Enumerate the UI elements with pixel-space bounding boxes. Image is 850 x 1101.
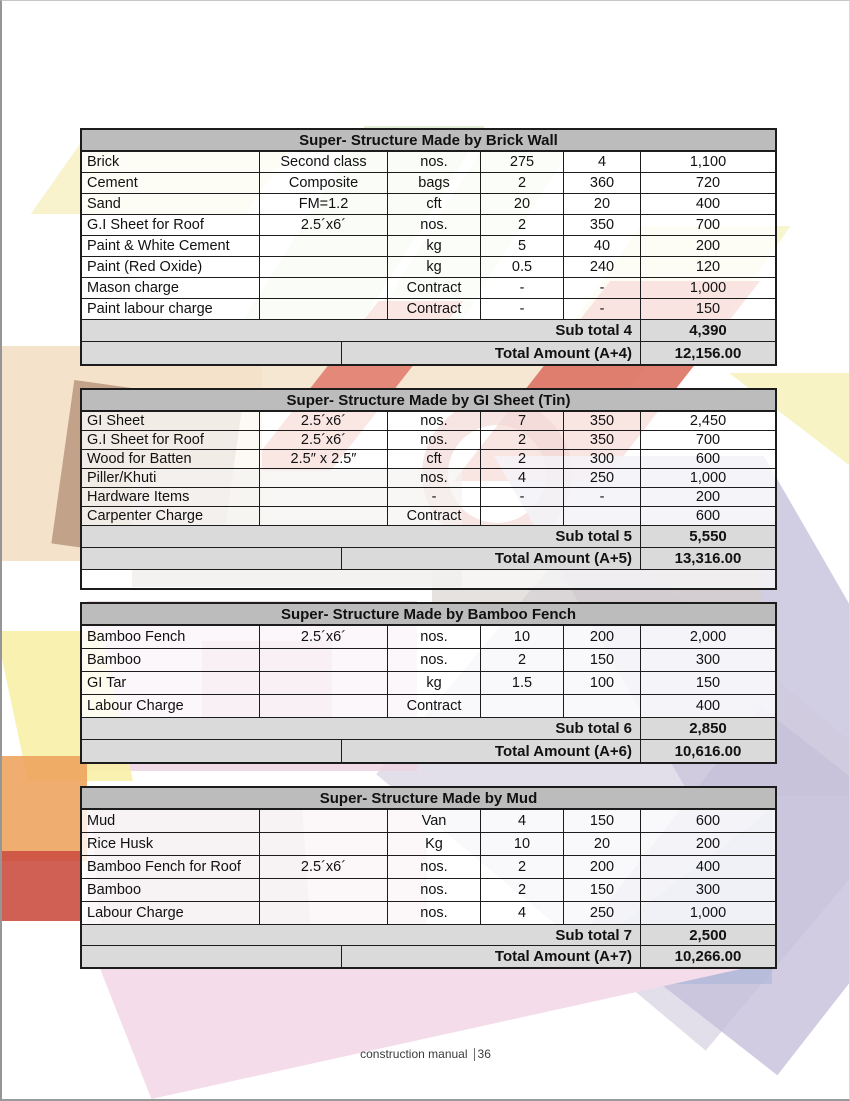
cell-item: Hardware Items [82,488,260,506]
cell-qty: 20 [481,194,564,214]
cell-unit: Contract [388,695,481,717]
cell-spec [260,695,388,717]
table-row [82,278,775,299]
total-label: Total Amount (A+5) [342,548,641,569]
cell-unit: cft [388,450,481,468]
total-row [82,740,775,762]
table-row [82,450,775,469]
cell-amount: 200 [641,488,775,506]
cell-amount: 400 [641,695,775,717]
cell-unit: Van [388,810,481,832]
background-shape [97,961,777,1099]
table-title: Super- Structure Made by GI Sheet (Tin) [82,390,775,412]
cell-spec: 2.5´x6´ [260,431,388,449]
cell-spec [260,469,388,487]
subtotal-label: Sub total 6 [82,718,641,739]
table-row [82,236,775,257]
total-row [82,946,775,967]
cell-amount: 700 [641,215,775,235]
table-title: Super- Structure Made by Brick Wall [82,130,775,152]
table-row [82,695,775,718]
cell-rate: 20 [564,833,641,855]
cell-amount: 300 [641,879,775,901]
cell-qty [481,695,564,717]
cell-spec [260,902,388,924]
cell-item: Mason charge [82,278,260,298]
cell-amount: 2,000 [641,626,775,648]
subtotal-label: Sub total 5 [82,526,641,547]
cell-amount: 600 [641,810,775,832]
page-number: 36 [477,1047,491,1061]
table-row [82,412,775,431]
cell-qty: 5 [481,236,564,256]
cell-item: Labour Charge [82,695,260,717]
cell-rate: 360 [564,173,641,193]
cell-item: Brick [82,152,260,172]
cell-item: GI Tar [82,672,260,694]
total-label: Total Amount (A+4) [342,342,641,364]
cell-amount: 1,000 [641,902,775,924]
cell-item: Bamboo Fench [82,626,260,648]
cell-spec: Second class [260,152,388,172]
cell-item: Paint & White Cement [82,236,260,256]
cell-unit: cft [388,194,481,214]
total-value: 10,266.00 [641,946,775,967]
total-label: Total Amount (A+6) [342,740,641,762]
cell-rate: 100 [564,672,641,694]
cell-spec: Composite [260,173,388,193]
cell-unit: nos. [388,879,481,901]
table-row [82,649,775,672]
cell-rate: 350 [564,431,641,449]
total-row [82,548,775,570]
cell-rate: 250 [564,902,641,924]
table-row [82,469,775,488]
cell-spec: 2.5´x6´ [260,215,388,235]
subtotal-value: 2,850 [641,718,775,739]
cell-rate: - [564,278,641,298]
cell-qty: 7 [481,412,564,430]
cell-amount: 1,100 [641,152,775,172]
cell-amount: 600 [641,507,775,525]
cell-qty: 2 [481,450,564,468]
cell-spec [260,236,388,256]
subtotal-row [82,925,775,946]
footer-label: construction manual [360,1047,468,1061]
total-row [82,342,775,364]
cell-amount: 700 [641,431,775,449]
cell-spec [260,649,388,671]
cell-unit: Contract [388,278,481,298]
table-title: Super- Structure Made by Bamboo Fench [82,604,775,626]
table-row [82,902,775,925]
table-row [82,507,775,526]
table-row [82,431,775,450]
cell-amount: 120 [641,257,775,277]
table-title: Super- Structure Made by Mud [82,788,775,810]
total-blank-cell [82,946,342,967]
table-row [82,215,775,236]
cell-item: Mud [82,810,260,832]
cell-spec [260,879,388,901]
cell-item: G.I Sheet for Roof [82,215,260,235]
cell-spec [260,488,388,506]
cell-unit: nos. [388,626,481,648]
cost-table-gi-sheet-tin [80,388,777,590]
subtotal-label: Sub total 7 [82,925,641,945]
cell-unit: Kg [388,833,481,855]
cell-unit: Contract [388,507,481,525]
cell-item: Cement [82,173,260,193]
table-row [82,856,775,879]
cell-amount: 150 [641,299,775,319]
table-row [82,833,775,856]
cell-item: Paint (Red Oxide) [82,257,260,277]
total-blank-cell [82,548,342,569]
cell-qty: - [481,488,564,506]
table-row [82,672,775,695]
cell-rate: 250 [564,469,641,487]
cell-qty: 2 [481,856,564,878]
cell-unit: nos. [388,902,481,924]
subtotal-row [82,526,775,548]
cell-qty: 2 [481,431,564,449]
cell-rate: 350 [564,412,641,430]
cell-spec: 2.5´x6´ [260,412,388,430]
cell-item: Bamboo [82,879,260,901]
table-row [82,299,775,320]
cell-unit: nos. [388,649,481,671]
background-shape [2,756,87,861]
cell-spec [260,278,388,298]
total-value: 10,616.00 [641,740,775,762]
cell-rate: 150 [564,649,641,671]
cell-spec: 2.5´x6´ [260,626,388,648]
cell-amount: 1,000 [641,278,775,298]
cell-qty: 10 [481,626,564,648]
cell-unit: nos. [388,152,481,172]
subtotal-value: 4,390 [641,320,775,341]
cell-qty: 275 [481,152,564,172]
cell-unit: bags [388,173,481,193]
cell-amount: 400 [641,856,775,878]
cell-amount: 1,000 [641,469,775,487]
cell-spec [260,507,388,525]
cell-amount: 150 [641,672,775,694]
subtotal-row [82,718,775,740]
cost-table-brick-wall [80,128,777,366]
table-row [82,879,775,902]
cell-item: Wood for Batten [82,450,260,468]
cell-item: Bamboo Fench for Roof [82,856,260,878]
cell-amount: 720 [641,173,775,193]
cell-qty: 4 [481,469,564,487]
cell-rate: 20 [564,194,641,214]
cell-unit: nos. [388,856,481,878]
total-value: 12,156.00 [641,342,775,364]
cell-spec [260,257,388,277]
cell-amount: 2,450 [641,412,775,430]
cell-qty: 1.5 [481,672,564,694]
table-row [82,626,775,649]
cell-unit: - [388,488,481,506]
cost-table-mud [80,786,777,969]
cell-item: Paint labour charge [82,299,260,319]
cell-item: GI Sheet [82,412,260,430]
cell-unit: nos. [388,469,481,487]
cell-rate: 200 [564,626,641,648]
cell-rate: 350 [564,215,641,235]
cell-qty: - [481,278,564,298]
table-row [82,810,775,833]
cell-item: Labour Charge [82,902,260,924]
cell-item: G.I Sheet for Roof [82,431,260,449]
cell-qty: 4 [481,902,564,924]
cell-unit: nos. [388,431,481,449]
cell-rate: - [564,488,641,506]
cell-rate: 40 [564,236,641,256]
cell-item: Carpenter Charge [82,507,260,525]
table-row [82,194,775,215]
table-row [82,173,775,194]
cell-unit: kg [388,672,481,694]
cell-unit: kg [388,257,481,277]
cell-rate [564,507,641,525]
cell-spec [260,299,388,319]
total-label: Total Amount (A+7) [342,946,641,967]
cell-qty: 2 [481,215,564,235]
total-blank-cell [82,740,342,762]
cell-spec [260,833,388,855]
cell-spec [260,810,388,832]
cell-rate: - [564,299,641,319]
cell-rate: 4 [564,152,641,172]
cell-unit: kg [388,236,481,256]
cell-item: Piller/Khuti [82,469,260,487]
cell-amount: 200 [641,236,775,256]
total-value: 13,316.00 [641,548,775,569]
total-blank-cell [82,342,342,364]
cell-rate: 240 [564,257,641,277]
background-shape [2,851,82,921]
page-footer [2,1047,849,1061]
cell-qty: 2 [481,649,564,671]
subtotal-value: 2,500 [641,925,775,945]
cell-spec: 2.5´x6´ [260,856,388,878]
cell-spec: FM=1.2 [260,194,388,214]
cell-unit: nos. [388,215,481,235]
footer-separator [474,1048,475,1061]
subtotal-value: 5,550 [641,526,775,547]
table-row [82,257,775,278]
cell-rate: 300 [564,450,641,468]
cost-table-bamboo-fench [80,602,777,764]
cell-rate: 150 [564,879,641,901]
cell-qty: 0.5 [481,257,564,277]
cell-qty: 4 [481,810,564,832]
cell-unit: Contract [388,299,481,319]
cell-amount: 600 [641,450,775,468]
cell-qty: - [481,299,564,319]
cell-amount: 400 [641,194,775,214]
cell-item: Rice Husk [82,833,260,855]
cell-amount: 200 [641,833,775,855]
cell-spec [260,672,388,694]
cell-rate: 200 [564,856,641,878]
cell-spec: 2.5″ x 2.5″ [260,450,388,468]
cell-item: Bamboo [82,649,260,671]
cell-unit: nos. [388,412,481,430]
cell-item: Sand [82,194,260,214]
table-row [82,488,775,507]
cell-amount: 300 [641,649,775,671]
cell-qty: 2 [481,173,564,193]
cell-qty: 10 [481,833,564,855]
subtotal-label: Sub total 4 [82,320,641,341]
cell-qty: 2 [481,879,564,901]
blank-row [82,570,775,588]
cell-rate: 150 [564,810,641,832]
table-row [82,152,775,173]
subtotal-row [82,320,775,342]
cell-rate [564,695,641,717]
cell-qty [481,507,564,525]
